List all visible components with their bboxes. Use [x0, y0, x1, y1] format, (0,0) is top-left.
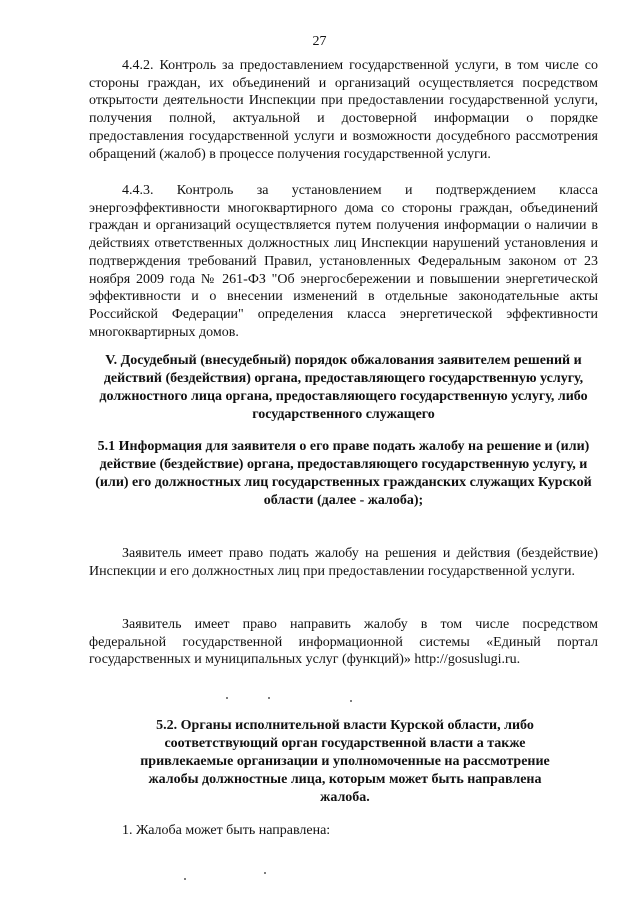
complaint-list-intro: 1. Жалоба может быть направлена: — [122, 823, 331, 838]
section-5-heading: V. Досудебный (внесудебный) порядок обжалования заявителем решений и действий (бездействия) органа, предоставляющего государственную услугу, должностного лица органа, предоставляющего государственную услугу, либо государственного служащего — [99, 353, 588, 422]
page-number: 27 — [312, 34, 327, 49]
scan-speck — [264, 872, 266, 874]
right-to-complain-paragraph: Заявитель имеет право подать жалобу на решения и действия (бездействие) Инспекции и его должностных лиц при предоставлении государственной услуги. — [89, 546, 598, 579]
section-5-1-heading: 5.1 Информация для заявителя о его праве подать жалобу на решение и (или) действие (бездействие) органа, предоставляющего государственную услугу, и (или) его должностных лиц государственных гражданских служащих Курской области (далее - жалоба); — [95, 439, 592, 508]
right-to-complain-block — [89, 545, 598, 580]
scan-speck — [184, 878, 186, 880]
complaint-portal-block — [89, 616, 598, 669]
section-5-2-heading-block — [130, 717, 560, 807]
paragraph-4-4-3-block — [89, 182, 598, 341]
scan-speck — [350, 700, 352, 702]
paragraph-4-4-2-block — [89, 57, 598, 163]
section-5-heading-block — [92, 352, 595, 424]
scan-speck — [268, 697, 270, 699]
section-5-1-heading-block — [92, 438, 595, 510]
section-5-2-heading: 5.2. Органы исполнительной власти Курской области, либо соответствующий орган государственной власти а также привлекаемые организации и уполномоченные на рассмотрение жалобы должностные лица, которым может быть направлена жалоба. — [140, 718, 550, 805]
paragraph-4-4-3: 4.4.3. Контроль за установлением и подтверждением класса энергоэффективности многоквартирного дома со стороны граждан, объединений граждан и организаций осуществляется путем получения информации о наличии в действиях ответственных должностных лиц Инспекции нарушений установления и подтверждения требований Правил, установленных Федеральным законом от 23 ноября 2009 года № 261-ФЗ "Об энергосбережении и повышении энергетической эффективности и о внесении изменений в отдельные законодательные акты Российской Федерации" определения класса энергетической эффективности многоквартирных домов. — [89, 183, 598, 340]
complaint-list-block — [89, 822, 598, 840]
paragraph-4-4-2: 4.4.2. Контроль за предоставлением государственной услуги, в том числе со стороны граждан, их объединений и организаций осуществляется посредством открытости деятельности Инспекции при предоставлении государственной услуги, получения полной, актуальной и достоверной информации о порядке предоставления государственной услуги и возможности досудебного рассмотрения обращений (жалоб) в процессе получения государственной услуги. — [89, 58, 598, 162]
complaint-portal-paragraph: Заявитель имеет право направить жалобу в том числе посредством федеральной государственной информационной системы «Единый портал государственных и муниципальных услуг (функций)» http://gosuslugi.ru. — [89, 617, 598, 668]
scan-speck — [226, 697, 228, 699]
